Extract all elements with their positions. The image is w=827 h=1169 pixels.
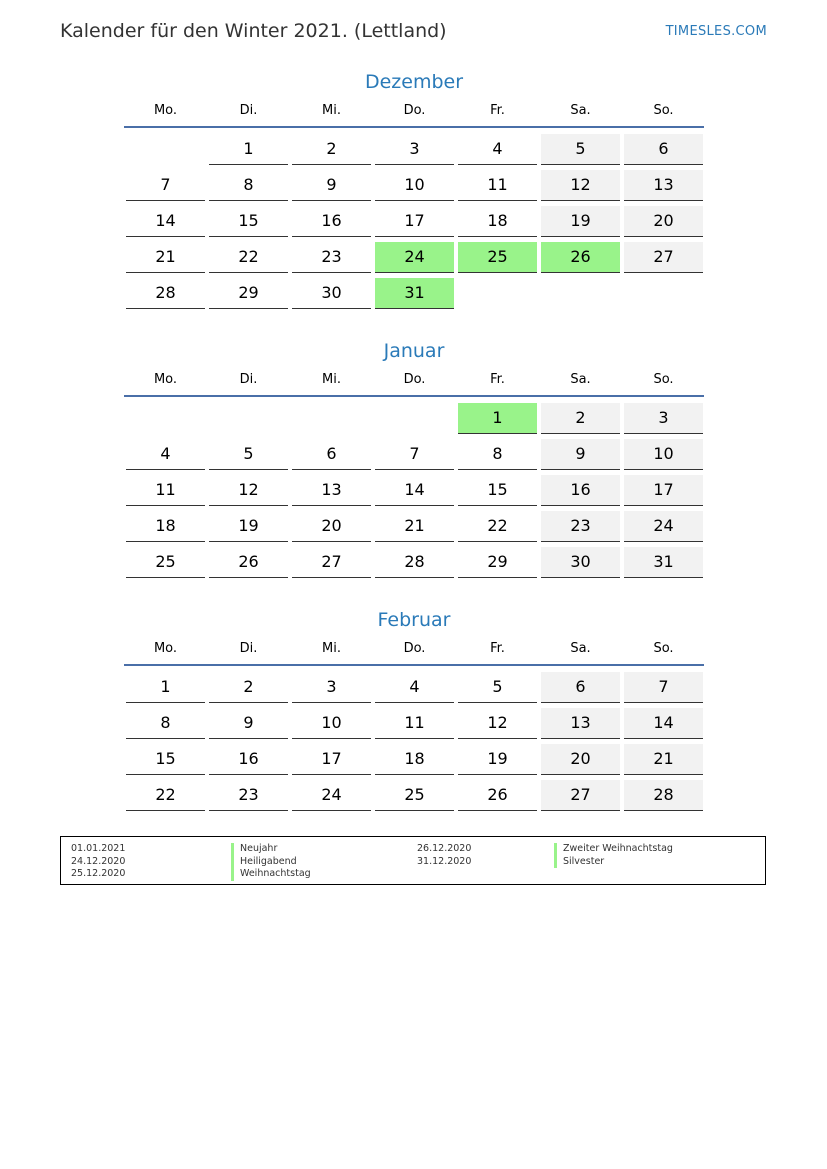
day-cell (373, 170, 456, 206)
day-cell (290, 511, 373, 547)
day-number: 4 (375, 672, 454, 703)
day-number: 23 (541, 511, 620, 542)
day-cell (622, 439, 705, 475)
legend-date: 26.12.2020 (417, 843, 472, 854)
day-grid (124, 403, 704, 583)
day-cell (373, 708, 456, 744)
day-cell (456, 403, 539, 439)
day-cell (290, 780, 373, 816)
day-cell (539, 242, 622, 278)
day-cell (622, 242, 705, 278)
holiday-legend (60, 836, 766, 885)
day-number: 1 (126, 672, 205, 703)
day-number: 7 (375, 439, 454, 470)
day-cell (456, 170, 539, 206)
day-cell (290, 439, 373, 475)
weekday-label: Mo. (153, 103, 178, 118)
day-cell (124, 278, 207, 314)
day-cell (207, 780, 290, 816)
month-title: Dezember (364, 71, 464, 93)
day-number: 23 (209, 780, 288, 811)
day-cell (207, 206, 290, 242)
weekday-header (124, 369, 704, 397)
day-cell (124, 439, 207, 475)
day-number: 9 (541, 439, 620, 470)
weekday-label: Mi. (322, 103, 341, 118)
weekday-header (124, 638, 704, 666)
weekday-label: Do. (403, 641, 426, 656)
day-number: 21 (375, 511, 454, 542)
day-cell (290, 744, 373, 780)
day-cell (456, 672, 539, 708)
day-number: 11 (126, 475, 205, 506)
day-number: 27 (541, 780, 620, 811)
day-number: 11 (375, 708, 454, 739)
month-block-dezember (124, 68, 704, 314)
weekday-label: So. (653, 641, 674, 656)
day-cell (373, 547, 456, 583)
weekday-label: Mi. (322, 641, 341, 656)
month-title: Februar (377, 609, 451, 631)
empty-cell (207, 403, 290, 439)
brand-logo-text[interactable]: TIMESLES.COM (665, 24, 767, 39)
legend-holiday-name: Neujahr (231, 843, 311, 856)
weekday-label: Do. (403, 372, 426, 387)
day-cell (622, 780, 705, 816)
day-number: 30 (541, 547, 620, 578)
day-cell (124, 780, 207, 816)
day-cell (622, 206, 705, 242)
weekday-label: So. (653, 103, 674, 118)
day-cell (207, 547, 290, 583)
legend-date: 24.12.2020 (71, 855, 126, 867)
day-number: 16 (541, 475, 620, 506)
holiday-day-number: 1 (458, 403, 537, 434)
day-cell (207, 134, 290, 170)
day-number: 28 (375, 547, 454, 578)
weekday-label: Fr. (490, 103, 505, 118)
day-cell (622, 672, 705, 708)
day-cell (622, 708, 705, 744)
day-number: 19 (209, 511, 288, 542)
day-cell (207, 475, 290, 511)
month-block-februar (124, 606, 704, 816)
day-cell (539, 403, 622, 439)
day-number: 7 (126, 170, 205, 201)
weekday-label: Mi. (322, 372, 341, 387)
day-cell (373, 206, 456, 242)
day-cell (373, 475, 456, 511)
day-number: 13 (292, 475, 371, 506)
page-title: Kalender für den Winter 2021. (Lettland) (60, 20, 447, 42)
day-cell (539, 170, 622, 206)
weekday-header (124, 100, 704, 128)
day-number: 1 (209, 134, 288, 165)
day-cell (124, 511, 207, 547)
day-number: 10 (292, 708, 371, 739)
day-number: 22 (126, 780, 205, 811)
day-cell (539, 475, 622, 511)
day-number: 16 (209, 744, 288, 775)
day-cell (207, 708, 290, 744)
legend-date: 31.12.2020 (417, 855, 472, 867)
day-number: 24 (292, 780, 371, 811)
day-cell (124, 170, 207, 206)
day-number: 28 (126, 278, 205, 309)
day-cell (373, 242, 456, 278)
day-number: 22 (209, 242, 288, 273)
day-cell (290, 170, 373, 206)
day-cell (456, 206, 539, 242)
day-number: 24 (624, 511, 703, 542)
legend-holiday-name: Weihnachtstag (231, 868, 311, 881)
weekday-label: Sa. (570, 372, 591, 387)
day-cell (290, 708, 373, 744)
weekday-label: Fr. (490, 641, 505, 656)
day-number: 17 (624, 475, 703, 506)
day-number: 12 (458, 708, 537, 739)
day-number: 2 (541, 403, 620, 434)
day-cell (124, 242, 207, 278)
day-number: 18 (126, 511, 205, 542)
day-cell (539, 511, 622, 547)
legend-names-right (554, 843, 673, 868)
day-number: 26 (209, 547, 288, 578)
holiday-day-number: 25 (458, 242, 537, 273)
day-cell (290, 672, 373, 708)
day-number: 10 (375, 170, 454, 201)
day-number: 12 (209, 475, 288, 506)
day-number: 9 (292, 170, 371, 201)
day-cell (373, 278, 456, 314)
day-cell (622, 547, 705, 583)
legend-holiday-name: Silvester (554, 856, 673, 869)
legend-holiday-name: Heiligabend (231, 856, 311, 869)
day-cell (456, 475, 539, 511)
day-cell (207, 744, 290, 780)
day-cell (207, 278, 290, 314)
holiday-day-number: 24 (375, 242, 454, 273)
day-number: 20 (541, 744, 620, 775)
day-number: 2 (209, 672, 288, 703)
legend-date: 25.12.2020 (71, 868, 126, 879)
day-number: 20 (624, 206, 703, 237)
day-number: 19 (458, 744, 537, 775)
empty-cell (124, 403, 207, 439)
legend-date: 01.01.2021 (71, 843, 126, 854)
day-number: 17 (375, 206, 454, 237)
holiday-day-number: 31 (375, 278, 454, 309)
day-cell (124, 475, 207, 511)
day-number: 25 (126, 547, 205, 578)
day-cell (622, 403, 705, 439)
day-cell (207, 242, 290, 278)
day-grid (124, 672, 704, 816)
day-cell (124, 547, 207, 583)
weekday-label: Mo. (153, 641, 178, 656)
day-number: 13 (624, 170, 703, 201)
day-cell (456, 547, 539, 583)
day-number: 21 (126, 242, 205, 273)
day-cell (539, 744, 622, 780)
day-number: 20 (292, 511, 371, 542)
weekday-label: Di. (239, 103, 258, 118)
day-cell (290, 547, 373, 583)
day-grid (124, 134, 704, 314)
day-cell (207, 672, 290, 708)
day-cell (539, 708, 622, 744)
day-number: 8 (458, 439, 537, 470)
day-cell (124, 708, 207, 744)
day-number: 6 (292, 439, 371, 470)
weekday-label: Do. (403, 103, 426, 118)
day-number: 10 (624, 439, 703, 470)
day-cell (456, 242, 539, 278)
day-number: 29 (209, 278, 288, 309)
day-cell (456, 708, 539, 744)
day-number: 12 (541, 170, 620, 201)
weekday-label: Di. (239, 641, 258, 656)
day-number: 26 (458, 780, 537, 811)
day-number: 3 (292, 672, 371, 703)
weekday-label: Sa. (570, 103, 591, 118)
day-cell (539, 206, 622, 242)
day-number: 18 (458, 206, 537, 237)
day-cell (290, 206, 373, 242)
day-cell (622, 475, 705, 511)
day-cell (290, 475, 373, 511)
holiday-day-number: 26 (541, 242, 620, 273)
day-number: 4 (458, 134, 537, 165)
day-number: 14 (126, 206, 205, 237)
day-cell (539, 672, 622, 708)
day-cell (539, 780, 622, 816)
day-cell (622, 170, 705, 206)
day-number: 6 (541, 672, 620, 703)
legend-names-left (231, 843, 311, 881)
day-number: 13 (541, 708, 620, 739)
day-number: 28 (624, 780, 703, 811)
empty-cell (124, 134, 207, 170)
day-cell (124, 744, 207, 780)
day-number: 31 (624, 547, 703, 578)
day-cell (456, 744, 539, 780)
weekday-label: Mo. (153, 372, 178, 387)
day-number: 18 (375, 744, 454, 775)
day-number: 14 (624, 708, 703, 739)
day-number: 15 (458, 475, 537, 506)
day-cell (373, 511, 456, 547)
day-cell (124, 206, 207, 242)
legend-holiday-name: Zweiter Weihnachtstag (554, 843, 673, 856)
day-cell (290, 242, 373, 278)
day-cell (207, 170, 290, 206)
day-number: 8 (209, 170, 288, 201)
day-number: 23 (292, 242, 371, 273)
day-number: 25 (375, 780, 454, 811)
day-cell (622, 511, 705, 547)
day-number: 11 (458, 170, 537, 201)
day-number: 8 (126, 708, 205, 739)
day-cell (539, 547, 622, 583)
day-number: 15 (126, 744, 205, 775)
day-number: 17 (292, 744, 371, 775)
day-cell (373, 672, 456, 708)
day-cell (539, 439, 622, 475)
day-number: 5 (541, 134, 620, 165)
weekday-label: So. (653, 372, 674, 387)
day-number: 6 (624, 134, 703, 165)
day-number: 14 (375, 475, 454, 506)
day-cell (373, 134, 456, 170)
day-number: 29 (458, 547, 537, 578)
day-cell (622, 134, 705, 170)
day-number: 2 (292, 134, 371, 165)
empty-cell (373, 403, 456, 439)
day-cell (456, 439, 539, 475)
day-cell (456, 780, 539, 816)
day-cell (373, 780, 456, 816)
month-title: Januar (383, 340, 445, 362)
day-cell (207, 439, 290, 475)
day-cell (456, 134, 539, 170)
day-cell (373, 744, 456, 780)
day-number: 21 (624, 744, 703, 775)
legend-dates-right (417, 843, 471, 868)
day-number: 27 (292, 547, 371, 578)
day-number: 19 (541, 206, 620, 237)
day-cell (124, 672, 207, 708)
weekday-label: Sa. (570, 641, 591, 656)
day-number: 7 (624, 672, 703, 703)
day-cell (456, 511, 539, 547)
empty-cell (290, 403, 373, 439)
day-number: 27 (624, 242, 703, 273)
day-cell (622, 744, 705, 780)
month-block-januar (124, 337, 704, 583)
day-cell (290, 278, 373, 314)
day-number: 5 (458, 672, 537, 703)
day-number: 16 (292, 206, 371, 237)
day-cell (290, 134, 373, 170)
day-number: 15 (209, 206, 288, 237)
weekday-label: Fr. (490, 372, 505, 387)
legend-dates-left (71, 843, 125, 881)
day-number: 3 (375, 134, 454, 165)
day-number: 9 (209, 708, 288, 739)
weekday-label: Di. (239, 372, 258, 387)
day-number: 3 (624, 403, 703, 434)
day-number: 4 (126, 439, 205, 470)
day-cell (539, 134, 622, 170)
day-number: 30 (292, 278, 371, 309)
day-cell (207, 511, 290, 547)
day-number: 22 (458, 511, 537, 542)
day-number: 5 (209, 439, 288, 470)
day-cell (373, 439, 456, 475)
